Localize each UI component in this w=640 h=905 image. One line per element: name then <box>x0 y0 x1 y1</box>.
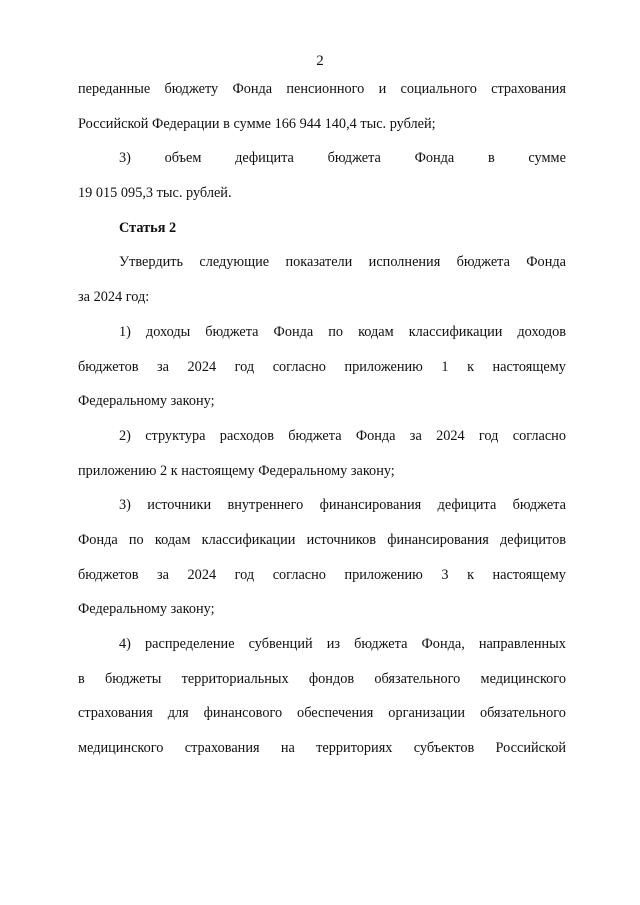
word: год <box>234 358 255 375</box>
word: бюджета <box>205 323 259 340</box>
word: классификации <box>408 323 503 340</box>
word: настоящему <box>492 566 566 583</box>
word: обеспечения <box>297 705 374 722</box>
word: бюджета <box>327 150 381 167</box>
word: из <box>326 636 341 652</box>
text-line <box>78 78 566 113</box>
word: доходов <box>517 323 566 340</box>
word: обязательного <box>479 705 566 722</box>
word: год <box>234 566 255 583</box>
text-line: 19 015 095,3 тыс. рублей. <box>78 185 232 202</box>
article-heading: Статья 2 <box>119 219 177 236</box>
word: медицинского <box>78 740 164 757</box>
word: к <box>467 358 475 375</box>
word: 3 <box>441 566 449 583</box>
word: год <box>478 427 499 444</box>
word: приложению <box>344 566 423 583</box>
text-line: Российской Федерации в сумме 166 944 140,4 тыс. рублей; <box>78 115 436 132</box>
word: 1 <box>441 358 449 375</box>
word: территориальных <box>181 670 289 687</box>
word: 2024 <box>187 358 217 375</box>
word: за <box>157 358 170 375</box>
word: 2024 <box>187 566 217 583</box>
word: бюджета <box>456 254 510 271</box>
word: 3) <box>119 150 131 167</box>
text-line <box>78 321 566 356</box>
word: по <box>128 531 144 548</box>
word: объем <box>164 150 202 167</box>
word: в <box>78 670 85 687</box>
word: Фонда <box>355 427 396 444</box>
word: показатели <box>285 254 353 271</box>
word: фондов <box>308 670 355 687</box>
word: исполнения <box>368 254 441 271</box>
word: Фонда <box>273 323 314 340</box>
word: классификации <box>201 531 296 548</box>
text-line <box>78 564 566 599</box>
word: 1) <box>119 323 131 340</box>
word: финансирования <box>319 497 422 514</box>
word: финансового <box>203 705 283 722</box>
word: дефицита <box>437 497 497 514</box>
word: дефицита <box>235 150 294 167</box>
word: Фонда <box>526 254 566 271</box>
word: и <box>378 81 387 97</box>
word: Фонда <box>78 531 118 548</box>
word: настоящему <box>492 358 566 375</box>
word: следующие <box>199 254 270 271</box>
word: территориях <box>316 740 393 757</box>
word: бюджеты <box>104 670 162 687</box>
word: субъектов <box>413 740 475 757</box>
word: приложению <box>344 358 423 375</box>
word: страхования <box>184 740 260 757</box>
word: Утвердить <box>119 254 184 271</box>
word: к <box>467 566 475 583</box>
word: субвенций <box>248 636 313 652</box>
text-line <box>78 529 566 564</box>
text-line: за 2024 год: <box>78 289 150 306</box>
text-line <box>78 494 566 529</box>
word: организации <box>388 705 466 722</box>
text-line <box>78 147 566 182</box>
word: источники <box>147 497 212 514</box>
word: внутреннего <box>227 497 304 514</box>
word: бюджета <box>354 636 408 652</box>
word: 4) <box>119 636 131 652</box>
text-line <box>78 251 566 286</box>
text-line <box>78 356 566 391</box>
word: доходы <box>145 323 191 340</box>
word: по <box>328 323 344 340</box>
text-line <box>78 702 566 737</box>
word: за <box>157 566 170 583</box>
word: бюджетов <box>78 566 139 583</box>
word: кодам <box>154 531 191 548</box>
word: расходов <box>219 427 274 444</box>
text-line <box>78 633 566 668</box>
word: пенсионного <box>286 81 365 97</box>
word: финансирования <box>387 531 489 548</box>
word: переданные <box>78 81 151 97</box>
word: в <box>487 150 495 167</box>
word: обязательного <box>374 670 461 687</box>
word: на <box>280 740 295 757</box>
word: страхования <box>78 705 153 722</box>
text-line <box>78 668 566 703</box>
word: за <box>409 427 422 444</box>
word: бюджета <box>288 427 342 444</box>
word: бюджетов <box>78 358 139 375</box>
word: страхования <box>491 81 566 97</box>
word: для <box>167 705 189 722</box>
word: структура <box>145 427 206 444</box>
word: бюджету <box>164 81 219 97</box>
word: направленных <box>478 636 566 652</box>
word: социального <box>400 81 477 97</box>
word: 3) <box>119 497 131 514</box>
text-line <box>78 425 566 460</box>
word: согласно <box>272 566 326 583</box>
text-line: Федеральному закону; <box>78 393 215 410</box>
text-line <box>78 737 566 772</box>
word: Фонда <box>232 81 273 97</box>
word: согласно <box>272 358 326 375</box>
word: 2) <box>119 427 131 444</box>
word: источников <box>306 531 377 548</box>
word: бюджета <box>512 497 566 514</box>
word: 2024 <box>436 427 465 444</box>
word: Фонда, <box>421 636 465 652</box>
word: распределение <box>145 636 235 652</box>
text-line: приложению 2 к настоящему Федеральному закону; <box>78 462 395 479</box>
word: медицинского <box>480 670 566 687</box>
body-text <box>78 78 566 772</box>
word: дефицитов <box>500 531 566 548</box>
text-line: Федеральному закону; <box>78 601 215 618</box>
word: Российской <box>495 740 566 757</box>
word: сумме <box>528 150 566 167</box>
word: Фонда <box>414 150 455 167</box>
page-number: 2 <box>316 53 324 69</box>
word: кодам <box>358 323 394 340</box>
word: согласно <box>512 427 566 444</box>
